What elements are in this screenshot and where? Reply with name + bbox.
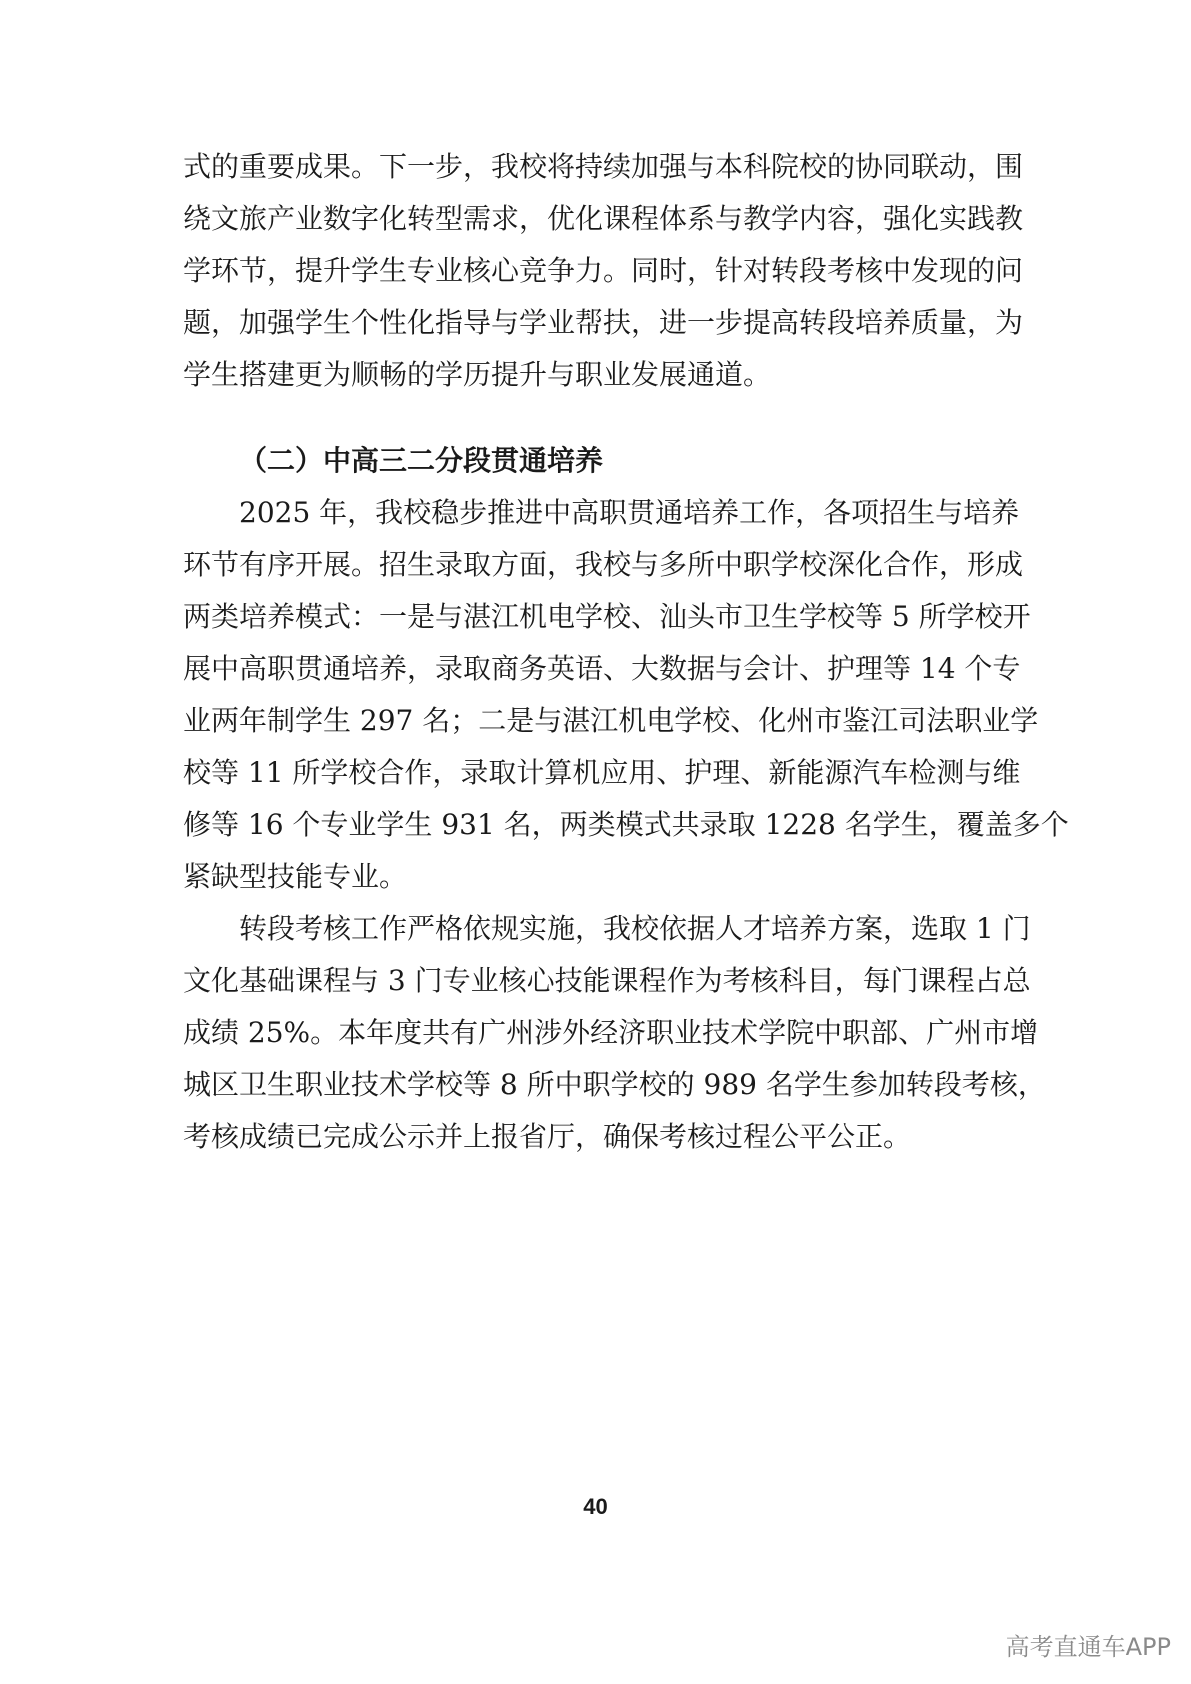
section-heading: （二）中高三二分段贯通培养 <box>239 444 604 477</box>
text-line: 考核成绩已完成公示并上报省厅，确保考核过程公平公正。 <box>183 1120 912 1153</box>
text-line: 业两年制学生 297 名；二是与湛江机电学校、化州市鉴江司法职业学 <box>183 704 1039 737</box>
text-line: 修等 16 个专业学生 931 名，两类模式共录取 1228 名学生，覆盖多个 <box>183 808 1069 841</box>
page-number: 40 <box>583 1494 608 1519</box>
watermark: 高考直通车APP <box>1005 1633 1171 1661</box>
text-line: 2025 年，我校稳步推进中高职贯通培养工作，各项招生与培养 <box>239 496 1020 529</box>
text-line: 校等 11 所学校合作，录取计算机应用、护理、新能源汽车检测与维 <box>183 756 1021 789</box>
text-line: 展中高职贯通培养，录取商务英语、大数据与会计、护理等 14 个专 <box>183 652 1021 685</box>
text-line: 绕文旅产业数字化转型需求，优化课程体系与教学内容，强化实践教 <box>183 202 1024 235</box>
text-line: 题，加强学生个性化指导与学业帮扶，进一步提高转段培养质量，为 <box>183 306 1024 339</box>
text-line: 城区卫生职业技术学校等 8 所中职学校的 989 名学生参加转段考核， <box>183 1068 1046 1101</box>
text-line: 环节有序开展。招生录取方面，我校与多所中职学校深化合作，形成 <box>183 548 1024 581</box>
text-line: 文化基础课程与 3 门专业核心技能课程作为考核科目，每门课程占总 <box>183 964 1031 997</box>
text-line: 转段考核工作严格依规实施，我校依据人才培养方案，选取 1 门 <box>239 912 1031 945</box>
text-line: 式的重要成果。下一步，我校将持续加强与本科院校的协同联动，围 <box>183 150 1024 183</box>
text-line: 两类培养模式：一是与湛江机电学校、汕头市卫生学校等 5 所学校开 <box>183 600 1031 633</box>
text-line: 紧缺型技能专业。 <box>183 860 408 893</box>
text-line: 成绩 25%。本年度共有广州涉外经济职业技术学院中职部、广州市增 <box>183 1016 1039 1049</box>
text-line: 学生搭建更为顺畅的学历提升与职业发展通道。 <box>183 358 772 391</box>
text-line: 学环节，提升学生专业核心竞争力。同时，针对转段考核中发现的问 <box>183 254 1024 287</box>
